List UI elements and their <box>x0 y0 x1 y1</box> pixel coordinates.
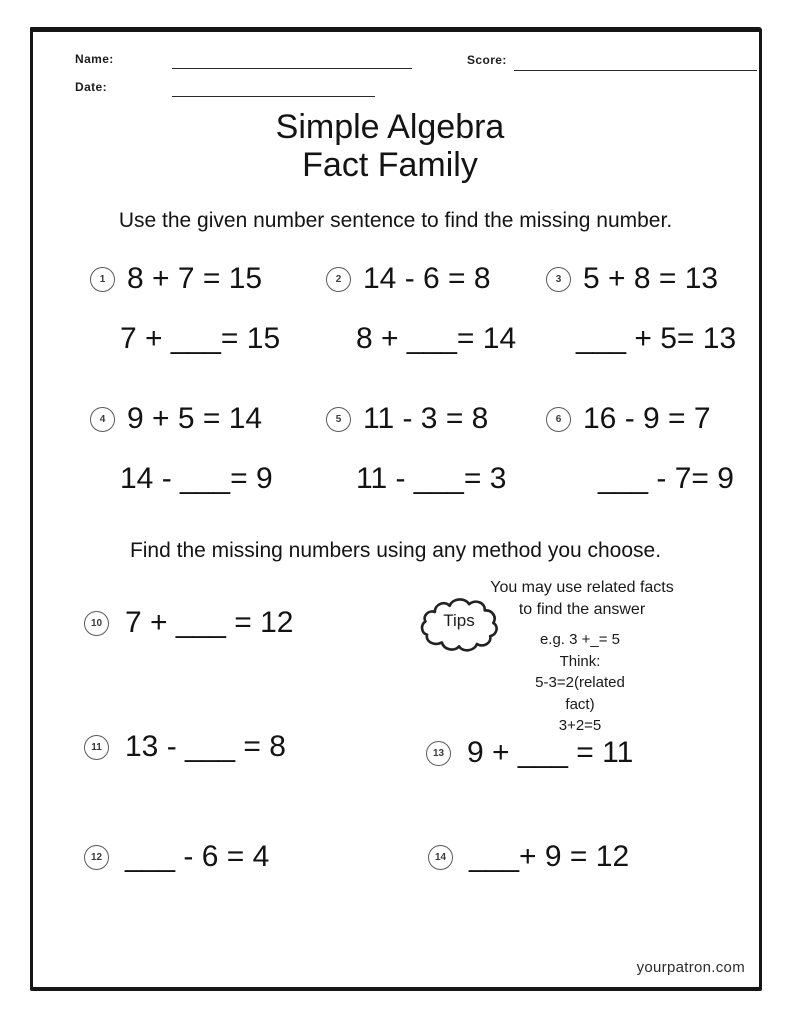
score-input-line <box>514 70 757 71</box>
problem-10 <box>84 606 294 640</box>
problem-1-given-equation: 8 + 7 = 15 <box>127 262 263 295</box>
problem-12 <box>84 840 269 874</box>
problem-6-blank-equation: ___ - 7= 9 <box>598 462 734 495</box>
problem-6 <box>546 402 734 496</box>
problem-5-given-equation: 11 - 3 = 8 <box>363 402 489 435</box>
tips-example-line2: Think: <box>559 652 601 670</box>
problem-10-equation: 7 + ___ = 12 <box>125 606 294 639</box>
section2-instruction: Find the missing numbers using any method you choose. <box>129 539 662 562</box>
problem-11-number-badge: 11 <box>84 735 109 760</box>
tips-example-line4: fact) <box>565 695 595 713</box>
tips-text-line2: to find the answer <box>518 601 646 618</box>
problem-14-number-badge: 14 <box>428 845 453 870</box>
date-label: Date: <box>75 80 108 94</box>
problem-10-number-badge: 10 <box>84 611 109 636</box>
problem-14-equation: ___+ 9 = 12 <box>469 840 630 873</box>
page-title-line1: Simple Algebra <box>275 108 505 146</box>
problem-11-equation: 13 - ___ = 8 <box>125 730 286 763</box>
name-label: Name: <box>75 52 114 66</box>
tips-example-line3: 5-3=2(related <box>535 674 625 691</box>
problem-4 <box>90 402 273 496</box>
problem-5-number-badge: 5 <box>326 407 351 432</box>
tips-text <box>462 577 702 621</box>
problem-11 <box>84 730 286 764</box>
page-title-line2: Fact Family <box>302 146 478 184</box>
problem-3-given-equation: 5 + 8 = 13 <box>583 262 719 295</box>
problem-2-given-equation: 14 - 6 = 8 <box>363 262 491 295</box>
problem-6-given-equation: 16 - 9 = 7 <box>583 402 711 435</box>
problem-14 <box>428 840 629 874</box>
problem-2-number-badge: 2 <box>326 267 351 292</box>
problem-13 <box>426 736 633 770</box>
problem-4-blank-equation: 14 - ___= 9 <box>120 462 273 495</box>
name-input-line <box>172 68 412 69</box>
score-label: Score: <box>467 53 507 67</box>
problem-1-number-badge: 1 <box>90 267 115 292</box>
tips-cloud-label: Tips <box>443 611 475 630</box>
website-credit: yourpatron.com <box>636 959 745 976</box>
problem-4-number-badge: 4 <box>90 407 115 432</box>
problem-1 <box>90 262 280 356</box>
tips-text-line1: You may use related facts <box>490 579 674 596</box>
tips-example-line5: 3+2=5 <box>558 717 602 734</box>
problem-3 <box>546 262 736 356</box>
problem-5-blank-equation: 11 - ___= 3 <box>356 462 507 495</box>
problem-12-equation: ___ - 6 = 4 <box>125 840 270 873</box>
problem-4-given-equation: 9 + 5 = 14 <box>127 402 263 435</box>
tips-example-line1: e.g. 3 +_= 5 <box>539 631 621 648</box>
problem-2 <box>326 262 516 356</box>
problem-13-number-badge: 13 <box>426 741 451 766</box>
problem-3-blank-equation: ___ + 5= 13 <box>576 322 737 355</box>
problem-3-number-badge: 3 <box>546 267 571 292</box>
tips-example <box>480 629 680 737</box>
problem-6-number-badge: 6 <box>546 407 571 432</box>
page-title <box>0 108 780 184</box>
date-input-line <box>172 96 375 97</box>
problem-1-blank-equation: 7 + ___= 15 <box>120 322 281 355</box>
problem-13-equation: 9 + ___ = 11 <box>467 736 634 769</box>
problem-5 <box>326 402 506 496</box>
problem-2-blank-equation: 8 + ___= 14 <box>356 322 517 355</box>
problem-12-number-badge: 12 <box>84 845 109 870</box>
section1-instruction: Use the given number sentence to find the missing number. <box>118 209 673 232</box>
